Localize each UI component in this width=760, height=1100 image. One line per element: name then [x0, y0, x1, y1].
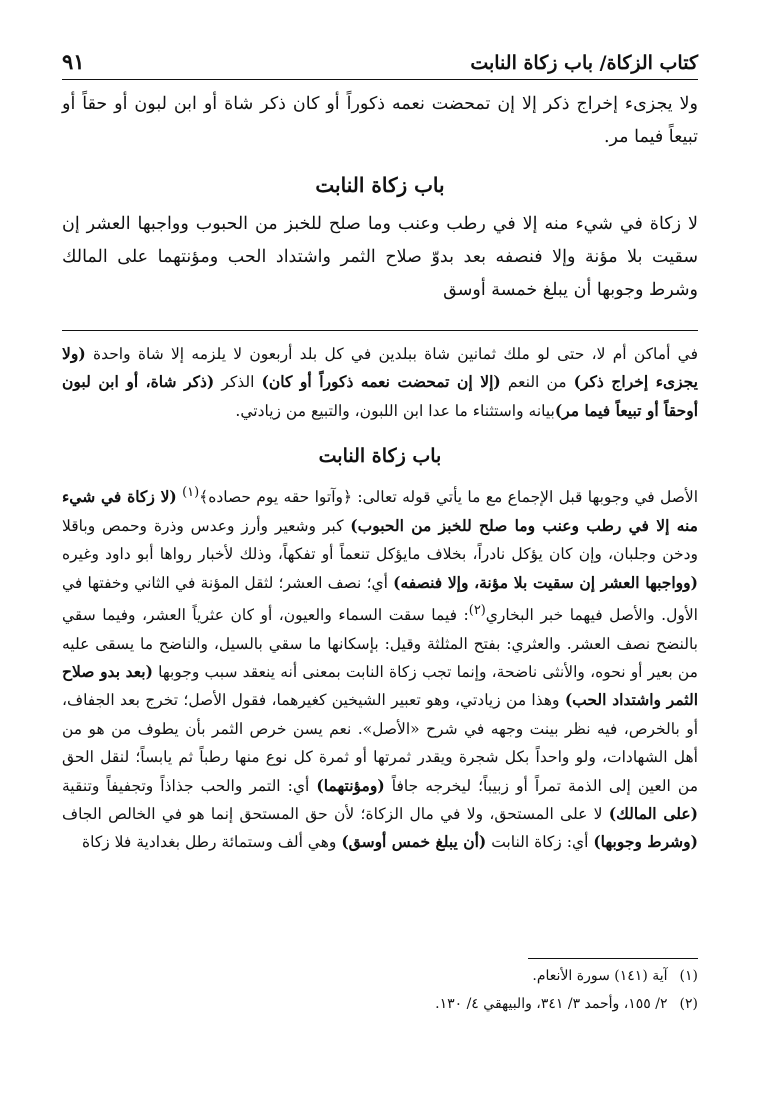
quoted-matn-text: (إلا إن تمحضت نعمه ذكوراً أو كان)	[261, 372, 501, 392]
quoted-matn-text: (أن يبلغ خمس أوسق)	[341, 832, 487, 852]
footnote-1	[62, 962, 698, 990]
running-title: كتاب الزكاة/ باب زكاة النابت	[470, 52, 698, 74]
footnote-number: (٢)	[679, 996, 698, 1012]
commentary-text: وهذا من زيادتي، وهو تعبير الشيخين كغيرهما، فقول الأصل؛ تخرج بعد الجفاف، أو بالخرص، فيه نظر بينت وجهه في شرح «الأصل». نعم يسن خرص الثمر بأن يطوف من هو من أهل الشهادات، ولو واحداً بكل شجرة ويقدر ثمرتها أو ثمرة كل نوع منها رطباً ثم يابساً؛ لنقل الحق من العين إلى الذمة تمراً أو زبيباً؛ ليخرجه جافاً	[62, 691, 698, 795]
sharh-paragraph-2	[62, 479, 698, 857]
quoted-matn-text: (بعد بدو صلاح الثمر واشتداد الحب)	[62, 661, 699, 710]
page-header	[62, 40, 698, 74]
header-rule	[62, 79, 698, 80]
commentary-text: الذكر	[214, 373, 262, 392]
quoted-matn-text: (وواجبها العشر إن سقيت بلا مؤنة، وإلا فنصفه)	[393, 572, 698, 592]
commentary-text: من النعم	[500, 373, 574, 392]
commentary-text: بيانه واستثناء ما عدا ابن اللبون، والتبيع من زيادتي.	[235, 401, 555, 420]
commentary-text: وهي ألف وستمائة رطل بغدادية فلا زكاة	[82, 833, 342, 852]
footnote-rule	[528, 958, 698, 959]
sharh-heading: باب زكاة النابت	[318, 445, 442, 468]
footnote-text: ٢/ ١٥٥، وأحمد ٣/ ٣٤١، والبيهقي ٤/ ١٣٠.	[435, 996, 668, 1012]
footnotes	[62, 962, 698, 1018]
matn-section	[62, 88, 698, 307]
commentary-text: الأصل في وجوبها قبل الإجماع مع ما يأتي قوله تعالى: ﴿وآتوا حقه يوم حصاده﴾	[199, 488, 699, 507]
commentary-text: أي؛ نصف العشر؛ لثقل المؤنة في الثاني وخفتها في الأول. والأصل فيهما خبر البخاري	[62, 573, 698, 625]
footnote-marker: (١)	[182, 485, 200, 501]
commentary-text: لا على المستحق، ولا في مال الزكاة؛ لأن حق المستحق إنما هو في الخالص الجاف	[62, 805, 609, 823]
commentary-text: في أماكن أم لا، حتى لو ملك ثمانين شاة ببلدين في كل بلد أربعون لا يلزمه إلا شاة واحدة	[85, 345, 698, 363]
quoted-matn-text: (لا زكاة في شيء منه إلا في رطب وعنب وما صلح للخبز من الحبوب)	[62, 487, 698, 535]
matn-body: لا زكاة في شيء منه إلا في رطب وعنب وما صلح للخبز من الحبوب وواجبها العشر إن سقيت بلا مؤنة وإلا فنصفه بعد بدوّ صلاح الثمر واشتداد الحب ومؤنتهما على المالك وشرط وجوبها أن يبلغ خمسة أوسق	[62, 214, 698, 300]
commentary-text: أي: التمر والحب جذاذاً وتجفيفاً وتنقية	[62, 776, 317, 795]
quoted-matn-text: (ومؤنتهما)	[316, 775, 385, 795]
quoted-matn-text: (ولا يجزىء إخراج ذكر)	[62, 344, 698, 392]
matn-heading: باب زكاة النابت	[315, 173, 445, 197]
commentary-text: كبر وشعير وأرز وعدس وذرة وحمص وباقلا ودخن وجلبان، وإن كان يؤكل نادراً، بخلاف مايؤكل تنعماً أو تفكهاً، وذلك لأخبار رواها أبو داود وغيره	[62, 516, 698, 564]
page-number: ٩١	[62, 49, 85, 74]
footnote-marker: (٢)	[468, 603, 486, 618]
quoted-matn-text: (وشرط وجوبها)	[593, 832, 698, 852]
matn-sharh-divider	[62, 330, 698, 331]
matn-continuation: ولا يجزىء إخراج ذكر إلا إن تمحضت نعمه ذكوراً أو كان ذكر شاة أو ابن لبون أو حقاً أو تبيعاً فيما مر.	[62, 94, 698, 147]
quoted-matn-text: (على المالك)	[608, 804, 698, 823]
commentary-text: : فيما سقت السماء والعيون، أو كان عثرياً العشر، وفيما سقي بالنضح نصف العشر. والعثري: بفتح المثلثة وقيل: بإسكانها ما سقي بالسيل، والناضح ما يسقى عليه من بعير أو نحوه، والأنثى ناضحة، وإنما تجب زكاة النابت بمعنى أنه ينعقد سبب وجوبها	[62, 606, 698, 681]
footnote-2	[62, 990, 698, 1018]
quoted-matn-text: (ذكر شاة، أو ابن لبون أوحقاً أو تبيعاً فيما مر)	[62, 372, 698, 420]
commentary-text: أي: زكاة النابت	[486, 833, 594, 852]
sharh-paragraph-1	[62, 340, 698, 425]
footnote-number: (١)	[679, 968, 698, 984]
sharh-section	[62, 340, 698, 857]
footnote-text: آية (١٤١) سورة الأنعام.	[532, 968, 668, 984]
